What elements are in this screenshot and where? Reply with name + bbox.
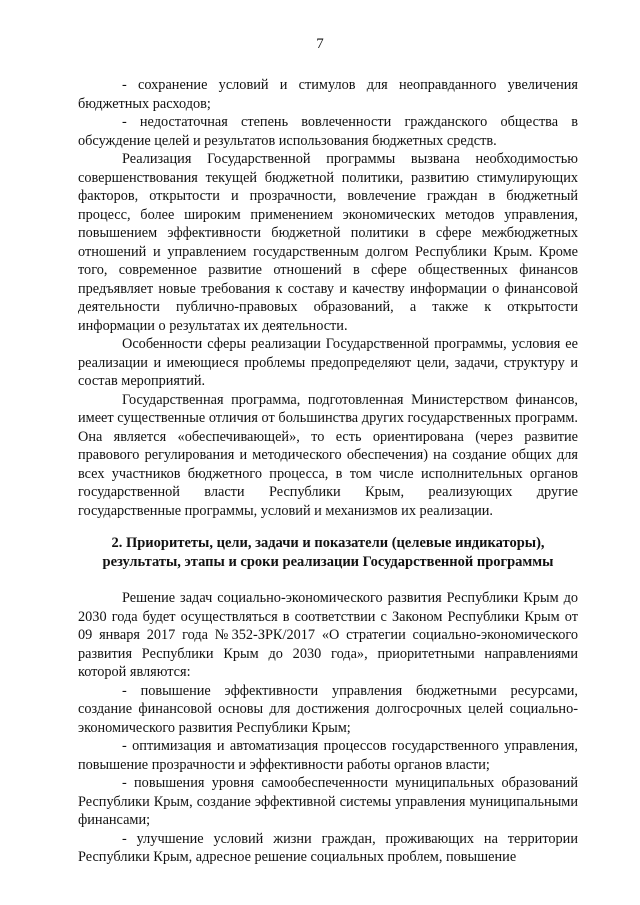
paragraph: Государственная программа, подготовленная Министерством финансов, имеет существенные отличия от большинства других государственных программ. Она является «обеспечивающей», то есть ориентирована (через развитие правового регулирования и методического обеспечения) на создание общих для всех участников бюджетного процесса, в том числе исполнительных органов государственной власти Республики Крым, реализующих другие государственные программы, условий и механизмов их реализации.: [78, 391, 578, 519]
page-number: 7: [316, 36, 324, 52]
paragraph: Особенности сферы реализации Государственной программы, условия ее реализации и имеющиеся проблемы предопределяют цели, задачи, структуру и состав мероприятий.: [78, 336, 578, 389]
list-item: - сохранение условий и стимулов для неоправданного увеличения бюджетных расходов;: [78, 77, 578, 112]
section-heading-line: 2. Приоритеты, цели, задачи и показатели (целевые индикаторы),: [111, 535, 545, 551]
section-heading: [78, 534, 578, 572]
section-heading-line: результаты, этапы и сроки реализации Государственной программы: [102, 554, 554, 570]
list-item: - повышения уровня самообеспеченности муниципальных образований Республики Крым, создание эффективной системы управления муниципальными финансами;: [78, 775, 578, 828]
list-item: - повышение эффективности управления бюджетными ресурсами, создание финансовой основы для достижения долгосрочных целей социально-экономического развития Республики Крым;: [78, 682, 578, 736]
paragraph: Реализация Государственной программы вызвана необходимостью совершенствования текущей бюджетной политики, развитию стимулирующих факторов, открытости и прозрачности, вовлечение граждан в бюджетный процесс, более широким применением экономических методов управления, повышением эффективности бюджетной политики в сфере межбюджетных отношений и управлением государственным долгом Республики Крым. Кроме того, современное развитие отношений в сфере общественных финансов предъявляет новые требования к составу и качеству информации о финансовой деятельности публично-правовых образований, а также к открытости информации о результатах их деятельности.: [78, 151, 578, 334]
paragraph: Решение задач социально-экономического развития Республики Крым до 2030 года будет осуществляться в соответствии с Законом Республики Крым от 09 января 2017 года №352-ЗРК/2017 «О стратегии социально-экономического развития Республики Крым до 2030 года», приоритетными направлениями которой являются:: [78, 590, 578, 680]
list-item: - улучшение условий жизни граждан, проживающих на территории Республики Крым, адресное решение социальных проблем, повышение: [78, 830, 578, 865]
document-body: [78, 76, 578, 867]
list-item: - недостаточная степень вовлеченности гражданского общества в обсуждение целей и результатов использования бюджетных средств.: [78, 114, 578, 149]
list-item: - оптимизация и автоматизация процессов государственного управления, повышение прозрачности и эффективности работы органов власти;: [78, 738, 578, 773]
